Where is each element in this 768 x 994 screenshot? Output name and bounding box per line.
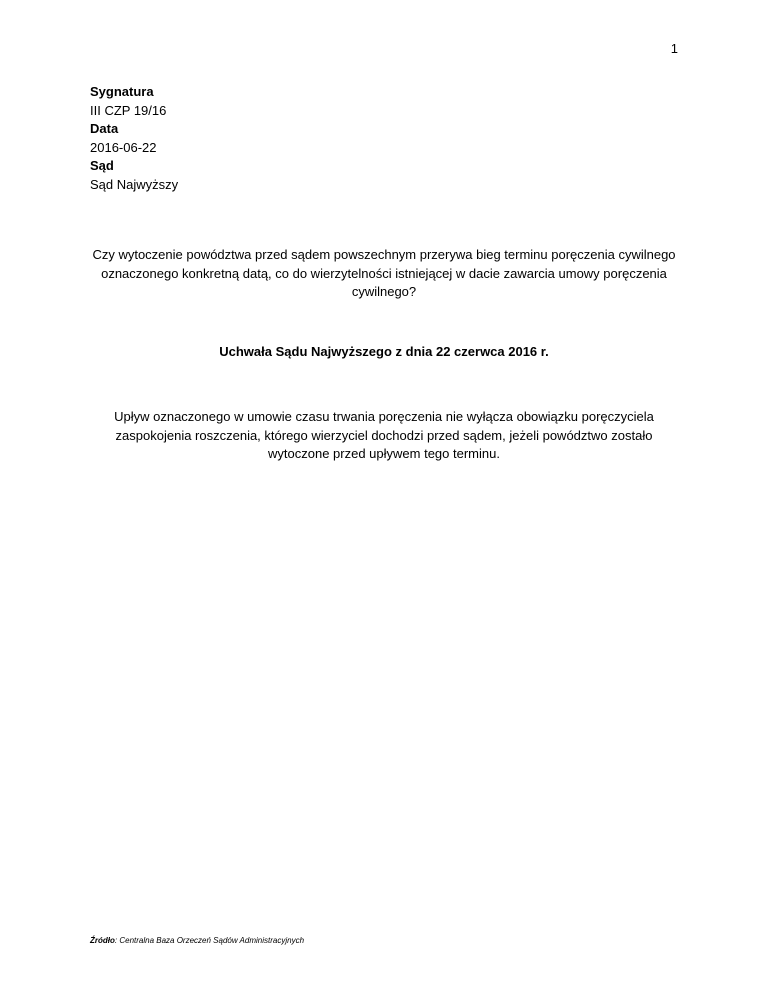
source-separator: : xyxy=(114,936,120,945)
date-label: Data xyxy=(90,121,119,137)
signature-label: Sygnatura xyxy=(90,84,154,99)
resolution-title: Uchwała Sądu Najwyższego z dnia 22 czerwca 2016 r. xyxy=(219,344,549,359)
signature-value: III CZP 19/16 xyxy=(90,102,167,118)
court-value: Sąd Najwyższy xyxy=(90,176,179,192)
date-value: 2016-06-22 xyxy=(90,139,157,155)
resolution-thesis: Upływ oznaczonego w umowie czasu trwania poręczenia nie wyłącza obowiązku poręczyciela zaspokojenia roszczenia, którego wierzyciel dochodzi przed sądem, jeżeli powództwo zostało wytoczone przed upływem tego terminu. xyxy=(114,409,654,462)
page-number: 1 xyxy=(670,41,678,56)
metadata-block xyxy=(90,83,178,195)
court-label: Sąd xyxy=(90,158,114,174)
source-label: Źródło xyxy=(90,936,115,945)
legal-question: Czy wytoczenie powództwa przed sądem powszechnym przerywa bieg terminu poręczenia cywilnego oznaczonego konkretną datą, co do wierzytelności istniejącej w dacie zawarcia umowy poręczenia cywilnego? xyxy=(92,247,676,300)
source-text: Centralna Baza Orzeczeń Sądów Administracyjnych xyxy=(119,936,305,945)
source-footer xyxy=(90,936,304,945)
